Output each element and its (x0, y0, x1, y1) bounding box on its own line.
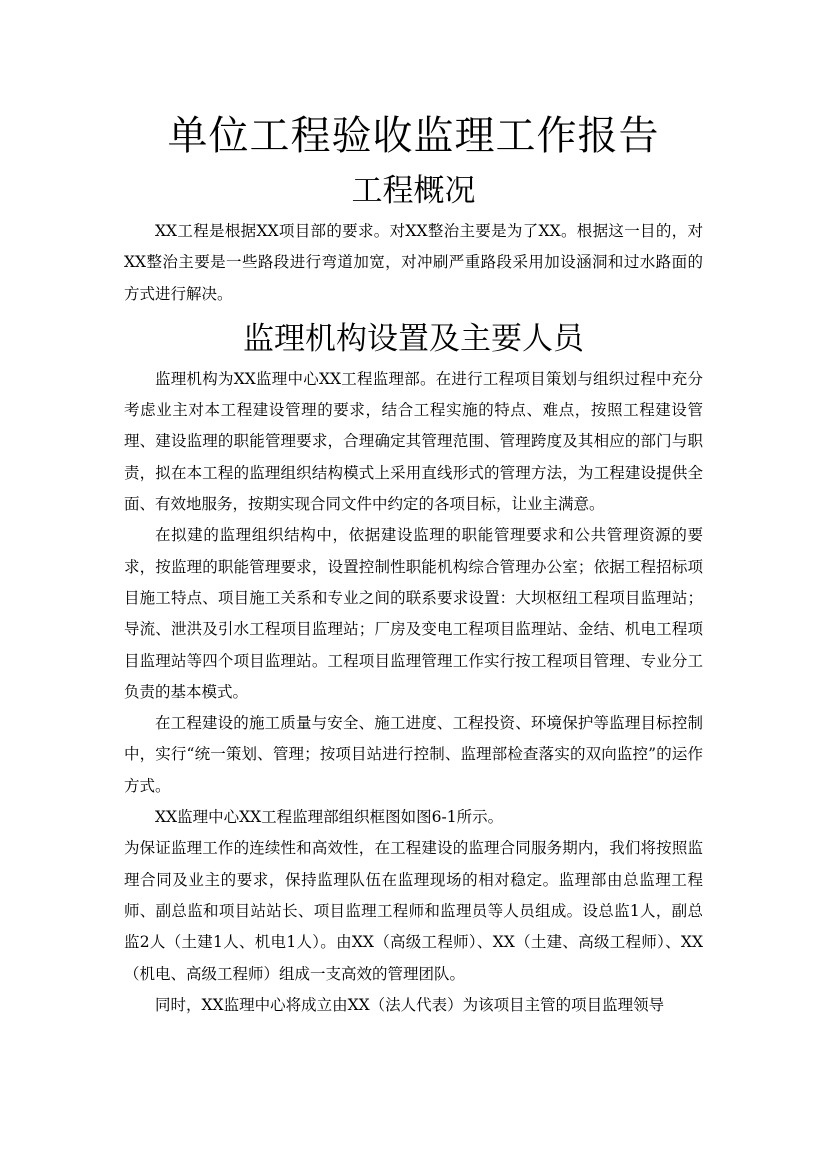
organization-paragraph-1: 监理机构为XX监理中心XX工程监理部。在进行工程项目策划与组织过程中充分考虑业主对本工程建设管理的要求，结合工程实施的特点、难点，按照工程建设管理、建设监理的职能管理要求，合理确定其管理范围、管理跨度及其相应的部门与职责，拟在本工程的监理组织结构模式上采用直线形式的管理方法，为工程建设提供全面、有效地服务，按期实现合同文件中约定的各项目标，让业主满意。 (124, 369, 703, 514)
document-title: 单位工程验收监理工作报告 (167, 113, 660, 159)
organization-paragraph-2: 在拟建的监理组织结构中，依据建设监理的职能管理要求和公共管理资源的要求，按监理的职能管理要求，设置控制性职能机构综合管理办公室；依据工程招标项目施工特点、项目施工关系和专业之间的联系要求设置：大坝枢纽工程项目监理站；导流、泄洪及引水工程项目监理站；厂房及变电工程项目监理站、金结、机电工程项目监理站等四个项目监理站。工程项目监理管理工作实行按工程项目管理、专业分工负责的基本模式。 (124, 526, 703, 701)
organization-paragraph-3: 在工程建设的施工质量与安全、施工进度、工程投资、环境保护等监理目标控制中，实行“统一策划、管理；按项目站进行控制、监理部检查落实的双向监控”的运作方式。 (124, 714, 703, 795)
organization-paragraph-6: 同时，XX监理中心将成立由XX（法人代表）为该项目主管的项目监理领导 (155, 995, 665, 1014)
section-heading-supervision-organization: 监理机构设置及主要人员 (243, 320, 584, 357)
organization-paragraph-4: XX监理中心XX工程监理部组织框图如图6-1所示。 (155, 808, 504, 827)
overview-paragraph: XX工程是根据XX项目部的要求。对XX整治主要是为了XX。根据这一目的，对XX整治主要是一些路段进行弯道加宽，对冲刷严重路段采用加设涵洞和过水路面的方式进行解决。 (124, 222, 703, 303)
section-heading-project-overview: 工程概况 (351, 173, 476, 209)
organization-paragraph-5: 为保证监理工作的连续性和高效性，在工程建设的监理合同服务期内，我们将按照监理合同及业主的要求，保持监理队伍在监理现场的相对稳定。监理部由总监理工程师、副总监和项目站站长、项目监理工程师和监理员等人员组成。设总监1人，副总监2人（土建1人、机电1人）。由XX（高级工程师）、XX（土建、高级工程师）、XX（机电、高级工程师）组成一支高效的管理团队。 (124, 839, 703, 983)
